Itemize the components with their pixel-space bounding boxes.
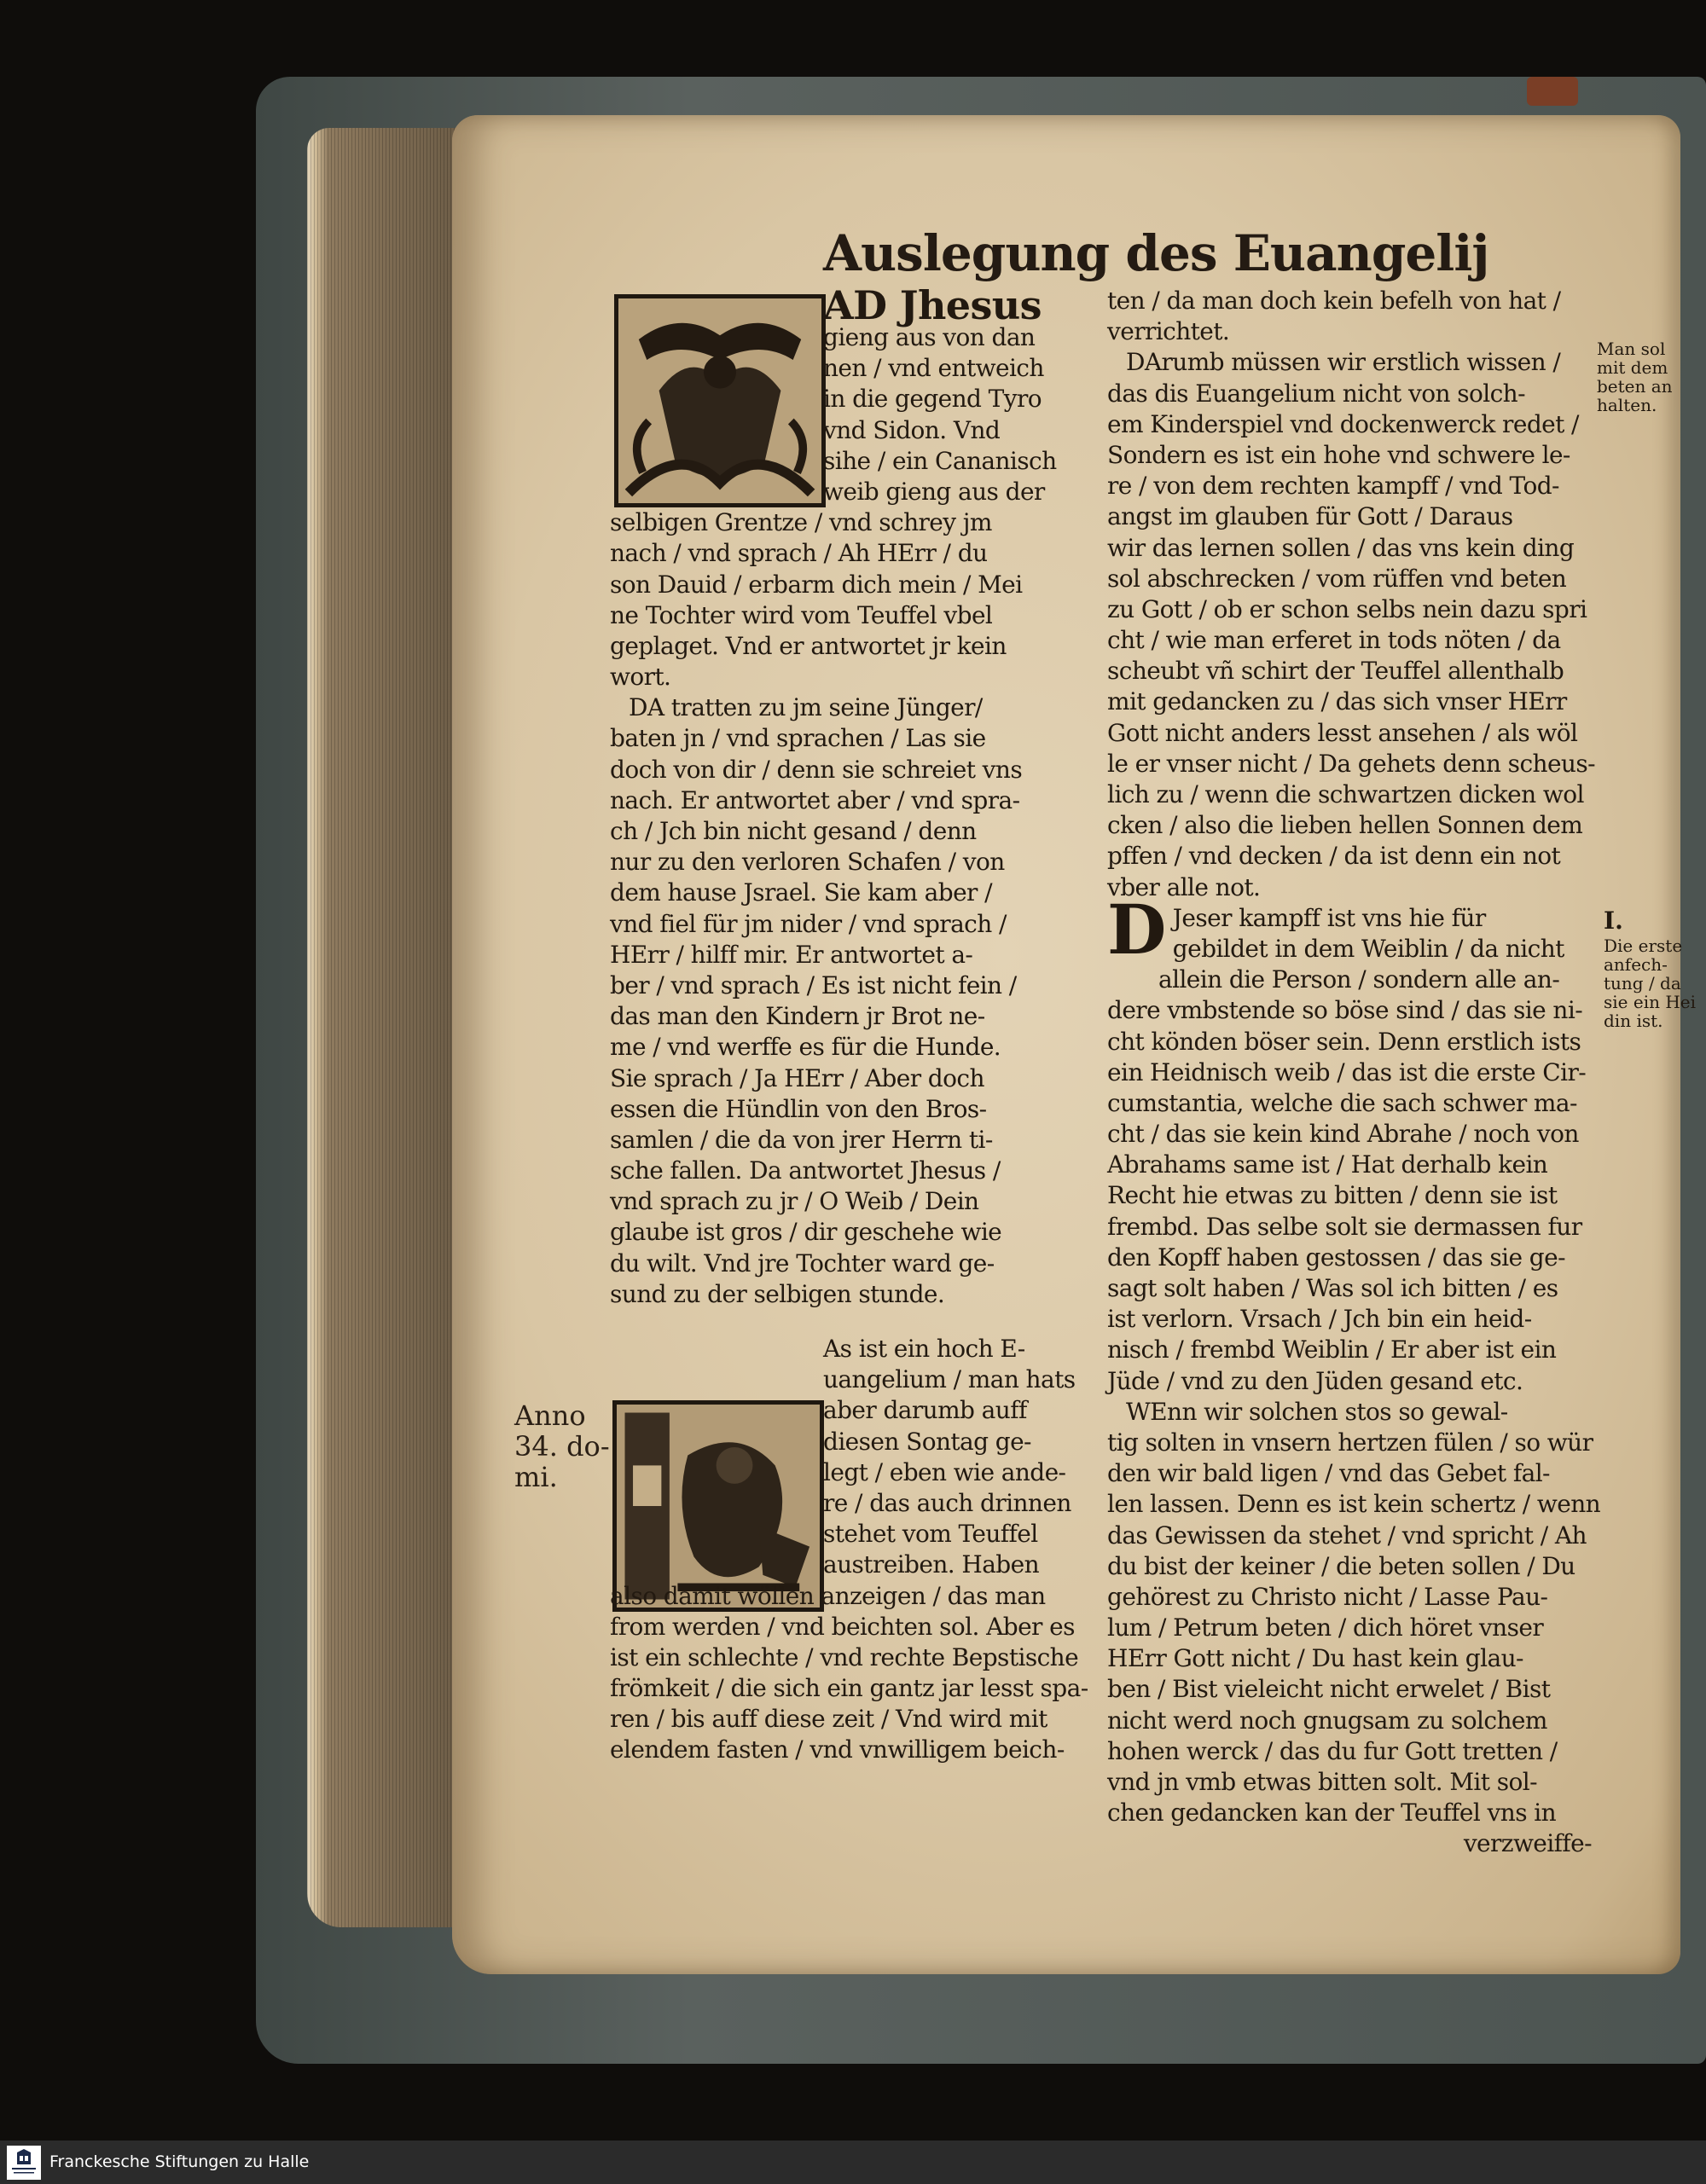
text-line: uangelium / man hats <box>823 1365 1076 1394</box>
text-line: vnd fiel für jm nider / vnd sprach / <box>610 909 1007 938</box>
text-line: das man den Kindern jr Brot ne- <box>610 1002 985 1031</box>
text-line: zu Gott / ob er schon selbs nein dazu spri <box>1107 594 1587 623</box>
margin-note-line: sie ein Hei <box>1604 992 1696 1012</box>
text-line: sund zu der selbigen stunde. <box>610 1279 945 1308</box>
text-line: allein die Person / sondern alle an- <box>1158 965 1560 994</box>
margin-note-first-temptation <box>1604 906 1696 1030</box>
text-line: DA tratten zu jm seine Jünger/ <box>629 693 983 722</box>
text-line: den Kopff haben gestossen / das sie ge- <box>1107 1243 1565 1272</box>
text-line: cht könden böser sein. Denn erstlich ists <box>1107 1027 1581 1056</box>
text-line: gieng aus von dan <box>823 323 1036 351</box>
text-line: diesen Sontag ge- <box>823 1427 1031 1456</box>
text-line: ben / Bist vieleicht nicht erwelet / Bist <box>1107 1675 1551 1704</box>
text-line: aber darumb auff <box>823 1396 1027 1425</box>
text-line: Recht hie etwas zu bitten / denn sie ist <box>1107 1181 1558 1210</box>
anno-line: Anno <box>514 1399 586 1432</box>
text-line: baten jn / vnd sprachen / Las sie <box>610 724 986 753</box>
anno-line: mi. <box>514 1461 558 1493</box>
text-line: stehet vom Teuffel <box>823 1520 1038 1549</box>
text-line: vnd jn vmb etwas bitten solt. Mit sol- <box>1107 1768 1537 1796</box>
text-line: samlen / die da von jrer Herrn ti- <box>610 1125 993 1154</box>
text-line: sihe / ein Cananisch <box>823 446 1057 475</box>
text-line: HErr / hilff mir. Er antwortet a- <box>610 940 973 969</box>
text-line: nen / vnd entweich <box>823 354 1044 383</box>
text-line: son Dauid / erbarm dich mein / Mei <box>610 570 1023 599</box>
text-line: As ist ein hoch E- <box>823 1335 1025 1363</box>
text-line: from werden / vnd beichten sol. Aber es <box>610 1612 1075 1641</box>
text-line: me / vnd werffe es für die Hunde. <box>610 1033 1001 1062</box>
text-line: nisch / frembd Weiblin / Er aber ist ein <box>1107 1335 1557 1364</box>
text-line: em Kinderspiel vnd dockenwerck redet / <box>1107 409 1579 438</box>
text-line-rest: Jeser kampff ist vns hie für <box>1172 903 1486 932</box>
text-line: nur zu den verloren Schafen / von <box>610 848 1005 877</box>
text-line: glaube ist gros / dir geschehe wie <box>610 1218 1002 1247</box>
text-line: du wilt. Vnd jre Tochter ward ge- <box>610 1248 995 1277</box>
text-line: vnd sprach zu jr / O Weib / Dein <box>610 1187 979 1216</box>
text-line: cumstantia, welche die sach schwer ma- <box>1107 1088 1577 1117</box>
text-line: cken / also die lieben hellen Sonnen dem <box>1107 811 1583 840</box>
institution-logo[interactable] <box>7 2146 41 2180</box>
viewer-footer-bar <box>0 2141 1706 2184</box>
text-line: ren / bis auff diese zeit / Vnd wird mit <box>610 1705 1047 1734</box>
text-line: sche fallen. Da antwortet Jhesus / <box>610 1156 1001 1185</box>
margin-note-number: I. <box>1604 907 1623 935</box>
text-line: ne Tochter wird vom Teuffel vbel <box>610 600 993 629</box>
text-line: essen die Hündlin von den Bros- <box>610 1094 987 1123</box>
text-line: lich zu / wenn die schwartzen dicken wol <box>1107 780 1584 808</box>
text-line: ist verlorn. Vrsach / Jch bin ein heid- <box>1107 1305 1532 1334</box>
text-line: le er vnser nicht / Da gehets denn scheus- <box>1107 749 1595 778</box>
text-line: re / das auch drinnen <box>823 1488 1071 1517</box>
text-line: nicht werd noch gnugsam zu solchem <box>1107 1706 1547 1735</box>
text-line: mit gedancken zu / das sich vnser HErr <box>1107 687 1567 716</box>
margin-note-prayer <box>1597 339 1673 414</box>
book-fore-edge <box>307 128 461 1927</box>
text-line: sagt solt haben / Was sol ich bitten / es <box>1107 1274 1558 1302</box>
margin-note-line: anfech- <box>1604 954 1668 975</box>
text-line: du bist der keiner / die beten sollen / Du <box>1107 1551 1575 1580</box>
text-line: Gott nicht anders lesst ansehen / als wöl <box>1107 718 1578 747</box>
text-line: also damit wöllen anzeigen / das man <box>610 1581 1046 1610</box>
text-line: pffen / vnd decken / da ist denn ein not <box>1107 842 1561 871</box>
text-line: legt / eben wie ande- <box>823 1457 1066 1486</box>
text-line: ein Heidnisch weib / das ist die erste Cir- <box>1107 1057 1587 1086</box>
right-column <box>1107 286 1601 1860</box>
text-line: vber alle not. <box>1107 872 1261 901</box>
text-line: angst im glauben für Gott / Daraus <box>1107 502 1513 531</box>
text-line: frömkeit / die sich ein gantz jar lesst spa- <box>610 1674 1088 1703</box>
margin-note-line: din ist. <box>1604 1011 1663 1031</box>
margin-note-line: Die erste <box>1604 936 1683 956</box>
text-line: gehörest zu Christo nicht / Lasse Pau- <box>1107 1582 1548 1611</box>
text-line: HErr Gott nicht / Du hast kein glau- <box>1107 1644 1523 1673</box>
text-line: vnd Sidon. Vnd <box>823 415 1001 444</box>
text-line: AD Jhesus <box>823 282 1042 328</box>
initial-d: D <box>1107 889 1166 970</box>
margin-note-line: tung / da <box>1604 973 1681 994</box>
text-line: frembd. Das selbe solt sie dermassen fur <box>1107 1212 1582 1241</box>
text-line: nach. Er antwortet aber / vnd spra- <box>610 785 1020 814</box>
text-line: verzweiffe- <box>1463 1829 1592 1858</box>
text-line: tig solten in vnsern hertzen fülen / so wür <box>1107 1428 1593 1457</box>
text-line: cht / wie man erferet in tods nöten / da <box>1107 626 1561 655</box>
text-line: wir das lernen sollen / das vns kein ding <box>1107 533 1575 562</box>
text-line: Sie sprach / Ja HErr / Aber doch <box>610 1063 984 1092</box>
text-line: dere vmbstende so böse sind / das sie ni- <box>1107 996 1583 1025</box>
text-line: Abrahams same ist / Hat derhalb kein <box>1107 1150 1548 1179</box>
text-line: wort. <box>610 663 671 692</box>
text-line: austreiben. Haben <box>823 1550 1040 1579</box>
text-line: hohen werck / das du fur Gott tretten / <box>1107 1736 1558 1765</box>
text-line: den wir bald ligen / vnd das Gebet fal- <box>1107 1459 1550 1488</box>
left-column <box>610 282 1092 1766</box>
text-line: dem hause Jsrael. Sie kam aber / <box>610 878 992 907</box>
text-line: re / von dem rechten kampff / vnd Tod- <box>1107 472 1559 501</box>
running-header: Auslegung des Euangelij <box>823 224 1489 282</box>
margin-note-line: mit dem <box>1597 357 1668 378</box>
text-line: scheubt vñ schirt der Teuffel allenthalb <box>1107 657 1564 686</box>
text-line: Jüde / vnd zu den Jüden gesand etc. <box>1107 1366 1523 1395</box>
text-line: weib gieng aus der <box>823 477 1045 506</box>
text-line: ber / vnd sprach / Es ist nicht fein / <box>610 970 1017 999</box>
text-line: gebildet in dem Weiblin / da nicht <box>1172 934 1564 963</box>
text-line: nach / vnd sprach / Ah HErr / du <box>610 539 988 568</box>
text-line: ist ein schlechte / vnd rechte Bepstische <box>610 1642 1079 1671</box>
text-line: len lassen. Denn es ist kein schertz / wenn <box>1107 1490 1601 1519</box>
text-line: chen gedancken kan der Teuffel vns in <box>1107 1799 1557 1828</box>
margin-note-line: beten an <box>1597 376 1673 397</box>
margin-note-anno <box>514 1400 610 1492</box>
text-line: DArumb müssen wir erstlich wissen / <box>1126 348 1561 377</box>
text-line: in die gegend Tyro <box>823 385 1042 414</box>
text-line: verrichtet. <box>1107 317 1230 346</box>
margin-note-line: Man sol <box>1597 339 1666 359</box>
text-line: das dis Euangelium nicht von solch- <box>1107 379 1525 408</box>
text-line: sol abschrecken / vom rüffen vnd beten <box>1107 564 1567 593</box>
text-line: doch von dir / denn sie schreiet vns <box>610 755 1023 784</box>
text-line: ch / Jch bin nicht gesand / denn <box>610 817 977 845</box>
text-line: selbigen Grentze / vnd schrey jm <box>610 508 992 537</box>
text-line: cht / das sie kein kind Abrahe / noch von <box>1107 1120 1579 1149</box>
margin-note-line: halten. <box>1597 395 1657 415</box>
text-line: lum / Petrum beten / dich höret vnser <box>1107 1613 1544 1642</box>
text-line: Sondern es ist ein hohe vnd schwere le- <box>1107 440 1570 469</box>
text-line: das Gewissen da stehet / vnd spricht / Ah <box>1107 1521 1587 1550</box>
footer-credit-link[interactable]: Franckesche Stiftungen zu Halle <box>49 2152 310 2171</box>
text-line: elendem fasten / vnd vnwilligem beich- <box>610 1735 1065 1764</box>
anno-line: 34. do- <box>514 1430 610 1463</box>
text-line: ten / da man doch kein befelh von hat / <box>1107 287 1561 315</box>
text-line: geplaget. Vnd er antwortet jr kein <box>610 631 1007 660</box>
text-line: WEnn wir solchen stos so gewal- <box>1126 1397 1508 1426</box>
